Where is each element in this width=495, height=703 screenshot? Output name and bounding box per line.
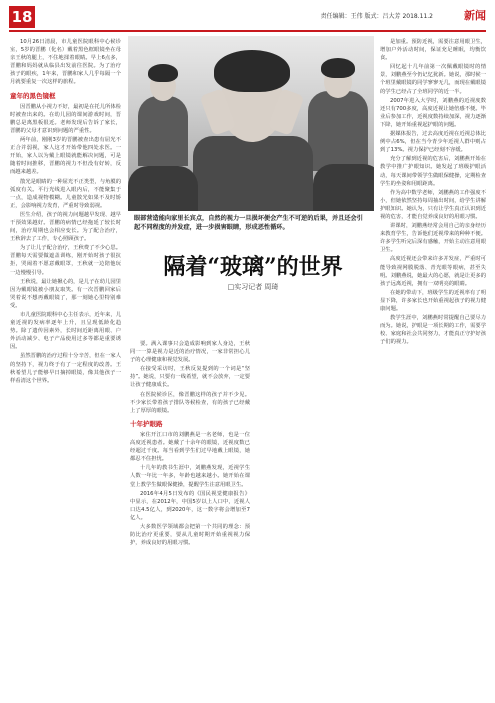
paragraph: 据媒体报告，过去高度近视在近视总体比例中占6%，但在当今青少年近视人群中则占到了13%。视力保护已经刻不容缓。 xyxy=(380,131,486,154)
article-column-right xyxy=(380,38,486,700)
paragraph: 大多数医学领域都会把第一个共同的理念：预防比治疗更重要，要从儿童时期开始重视视力保护，养成良好的用眼习惯。 xyxy=(130,523,250,547)
page-number: 18 xyxy=(9,6,35,28)
editor-meta: 责任编辑：王伟 版式：吕大芳 2018.11.2 xyxy=(320,13,433,20)
section-label: 新闻 xyxy=(464,9,486,22)
paragraph: 虽然晋鹏的治疗过程十分辛苦，但在一家人的坚持下，视力终于有了一定程度的改善。王秋希望儿子能够早日摘掉眼镜，像其他孩子一样看清这个世界。 xyxy=(10,353,121,384)
paragraph: 王秋说，最让她揪心的，是儿子在幼儿园里因为戴眼镜被小朋友取笑。有一次晋鹏回家后哭着说不想再戴眼镜了，那一刻她心里特别难受。 xyxy=(10,278,121,309)
paragraph: 10月26日清晨，市儿童医院眼科中心候诊室，5岁的晋鹏（化名）戴着黑色框眼镜坐在母亲王秋的腿上，不住地揉着眼睛。早上6点多，晋鹏和妈妈就从临县出发前往医院。为了治疗孩子的眼疾，1年来，晋鹏和家人几乎每隔一个月就要重复一次这样的旅程。 xyxy=(10,39,121,86)
header-rule xyxy=(9,30,486,32)
paragraph: 十几年的教书生涯中，刘鹏燕发现，近视学生人数一年比一年多，年龄也越来越小。她开始在课堂上教学生做眼保健操，提醒学生注意用眼卫生。 xyxy=(130,465,250,488)
paragraph: 2007年进入大学时，刘鹏燕的近视度数还只有700多度，高度近视让她倍感不便。毕业后参加工作，近视度数持续加深，视力逐渐下降，她开始重视起护眼的问题。 xyxy=(380,97,486,128)
section-heading: 十年护眼路 xyxy=(130,419,163,428)
paragraph: 在医院候诊区，像晋鹏这样的孩子并不少见。不少家长带着孩子排队等候检查，有的孩子已经戴上了厚厚的眼镜。 xyxy=(130,391,250,414)
article-title: 隔着“玻璃”的世界 xyxy=(163,254,343,280)
paragraph: 为了让儿子配合治疗，王秋费了不少心思。晋鹏每天需要做遮盖训练，刚开始时孩子很抗拒，哭闹着不愿意戴眼罩，王秋就一边陪他玩一边慢慢引导。 xyxy=(10,245,121,276)
paragraph: 散光是眼睛的一种屈光不正类型，与角膜的弧度有关。平行光线进入眼内后，不能聚集于一点，造成视物模糊。儿童散光如果不及时矫正，会影响视力发育，严重时导致弱视。 xyxy=(10,178,121,209)
article-column-left xyxy=(10,38,121,700)
paragraph: 作为高中数学老师，刘鹏燕的工作强度不小，但她依然坚持每周抽出时间，给学生讲解护眼知识。她认为，只有让学生真正认识到近视的危害，才能自觉养成良好的用眼习惯。 xyxy=(380,189,486,220)
article-byline: □实习记者 周琦 xyxy=(227,283,279,291)
photo-caption: 眼部营造能向家里长宾点，自然的视力一旦损坏便会产生不可逆的后果，并且还会引起不同程度的并发症，进一步损害眼睛，形成恶性循环。 xyxy=(134,215,363,231)
paragraph: 要。满入课事只会造成影响到家人身边，王秋同一一算是视力是近的治疗情况，一家非常担心儿子的心理健康和视觉发展。 xyxy=(130,341,250,364)
paragraph: 充分了解到近视的危害后，刘鹏燕开始在教学中推广护眼知识。她发起了班级护眼活动，每天课间带领学生做眼保健操，定期检查学生的坐姿和用眼距离。 xyxy=(380,156,486,187)
paragraph: 医生介绍，孩子的视力问题越早发现、越早干预效果越好。晋鹏的病情已经拖延了较长时间，治疗周期也会相应变长。为了配合治疗，王秋辞去了工作，专心照顾孩子。 xyxy=(10,211,121,243)
paragraph: 在接受采访时，王秋反复提到的一个词是“坚持”。她说，只要有一线希望，就不会放弃，一定要让孩子健康成长。 xyxy=(130,366,250,389)
page-header xyxy=(0,0,495,30)
classroom-eye-exercise-photo xyxy=(128,36,374,211)
paragraph: 因晋鹏从小视力不好，最初是在托儿所体检时被查出来的。在幼儿园的课间游戏时间，晋鹏总是离黑板很近。老师发现后告诉了家长，晋鹏的父母才意识到问题的严重性。 xyxy=(10,103,121,134)
paragraph: 家住开江口市的刘鹏燕是一名老师，也是一位高度近视患者。她戴了十余年的眼镜，近视度数已经超过千度。每当看到学生们过早地戴上眼镜，她都忍不住担忧。 xyxy=(130,431,250,463)
paragraph: 教学生涯中，刘鹏燕时常提醒自己要尽力而为。她说，护眼是一项长期的工作，需要学校、家庭和社会共同努力，才能真正守护好孩子们的视力。 xyxy=(380,315,486,346)
paragraph: 是加重。预防近视，需要注意用眼卫生，增加户外活动时间，保证充足睡眠，均衡饮食。 xyxy=(380,39,486,62)
paragraph: 讲课时，刘鹏燕经常会用自己的亲身经历来教育学生，告诉他们近视带来的种种不便。许多学生听完后深有感触，开始主动注意用眼卫生。 xyxy=(380,223,486,254)
paragraph: 市儿童医院眼科中心主任表示，近年来，儿童近视的发病率逐年上升，且呈现低龄化趋势。除了遗传因素外，长时间近距离用眼、户外活动减少、电子产品使用过多等都是重要诱因。 xyxy=(10,312,121,351)
paragraph: 两年前，刚刚3岁的晋鹏被查出患有屈光不正合并弱视，家人这才开始带他四处求医。一开始，家人以为戴上眼镜就能解决问题，可是随着时间推移，晋鹏的视力不但没有好转，反而越来越差。 xyxy=(10,137,121,176)
paragraph: 回忆起十几年前第一次佩戴眼镜时的情景，刘鹏燕至今仍记忆犹新。她说，那时候一个班里戴眼镜的同学寥寥无几，而现在戴眼镜的学生已经占了全班同学的近一半。 xyxy=(380,64,486,95)
paragraph: 高度近视还会带来许多并发症，严重时可能导致视网膜脱落、青光眼等眼病，甚至失明。刘鹏燕说，她最大的心愿，就是让更多的孩子远离近视，拥有一双明亮的眼睛。 xyxy=(380,256,486,287)
paragraph: 2016年4月5日发布的《国民视觉健康报告》中显示，在2012年，中国5岁以上人口中，近视人口达4.5亿人，到2020年，这一数字将会增加至7亿人。 xyxy=(130,490,250,521)
section-heading: 童年的黑色镜框 xyxy=(10,91,56,100)
article-column-middle xyxy=(130,340,250,702)
paragraph: 在她的带动下，班级学生的近视率有了明显下降，许多家长也开始重视起孩子的视力健康问题。 xyxy=(380,289,486,312)
